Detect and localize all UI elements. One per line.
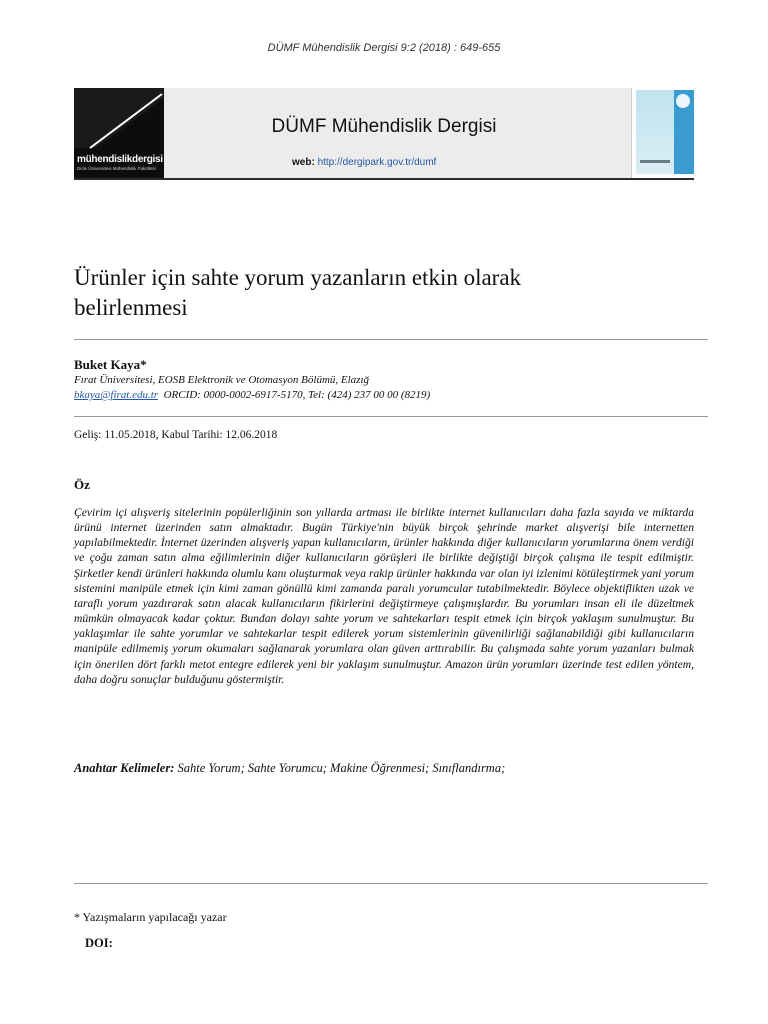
banner-title: DÜMF Mühendislik Dergisi [271,116,497,137]
banner-web [292,157,436,168]
divider [74,339,708,340]
web-label: web: [292,157,315,168]
journal-banner [74,88,694,180]
keywords-label: Anahtar Kelimeler: [74,761,175,775]
keywords [74,761,505,776]
doi-label: DOI: [85,936,113,950]
author-contact [74,389,430,401]
submission-dates: Geliş: 11.05.2018, Kabul Tarihi: 12.06.2018 [74,429,278,441]
journal-cover-thumbnail [631,88,695,178]
corresponding-author-note: * Yazışmaların yapılacağı yazar [74,910,227,924]
divider [74,883,708,884]
cover-emblem-icon [676,94,690,108]
abstract-body [74,505,694,687]
author-email-link[interactable]: bkaya@firat.edu.tr [74,389,159,401]
abstract-text: Çevirim içi alışveriş sitelerinin popülerliğinin son yıllarda artması ile birlikte internet kullanıcıları daha fazla sayıda ve miktarda ürünü internet üzerinden satın almaktadır. Bugün Türkiye'nin büyük birçok şehrinde market alışverişi bile internetten yapılabilmektedir. İnternet üzerinden alışveriş yapan kullanıcıların, ürünler hakkında diğer kullanıcıların yorumlarına önem verdiği ve çoğu zaman satın alma eğilimlerinin diğer kullanıcıların görüşleri ile birlikte değiştiği birçok çalışma ile tespit edilmiştir. Şirketler kendi ürünleri hakkında olumlu kanı oluşturmak veya rakip ürünler hakkında var olan iyi izlenimi kötüleştirmek yani yorum sistemini manipüle etmek için kimi zaman gönüllü kimi zamanda paralı yorumcular tutabilmektedir. Böylece objektiflikten uzak ve taraflı yorum yazdırarak satın alacak kullanıcıların fikirlerini değiştirmeye çalışmışlardır. Bu yorumları insan eli ile düzeltmek mümkün olmayacak kadar çoktur. Bundan dolayı sahte yorum ve sahtekarları tespit etmek için birçok yaklaşım sunulmuştur. Bu yaklaşımlar ile sahte yorumlar ve sahtekarlar tespit edilerek yorum sistemlerinin güvenilirliği sağlanabildiği gibi kullanıcıların manipüle edilmemiş yorum okumaları sağlanarak yorumlara olan güven arttırabilir. Bu çalışmada sahte yorum yazanları bulmak için önerilen dört farklı metot entegre edilerek yeni bir yaklaşım sunulmuştur. Amazon ürün yorumları üzerinde test edilen yöntem, daha doğru sonuçlar bulduğunu göstermiştir. [74,506,694,686]
abstract-heading: Öz [74,477,90,492]
keywords-list: Sahte Yorum; Sahte Yorumcu; Makine Öğrenmesi; Sınıflandırma; [177,761,506,775]
author-name: Buket Kaya* [74,357,147,372]
journal-citation: DÜMF Mühendislik Dergisi 9:2 (2018) : 649-655 [267,42,501,54]
author-orcid-phone: ORCID: 0000-0002-6917-5170, Tel: (424) 237 00 00 (8219) [163,389,431,401]
logo-wordmark: mühendislikdergisi [77,154,163,165]
paper-title: Ürünler için sahte yorum yazanların etkin olarak belirlenmesi [74,265,522,320]
journal-logo [74,88,164,178]
logo-subtitle: Dicle Üniversitesi Mühendislik Fakültesi [77,166,156,171]
divider [74,416,708,417]
author-affiliation: Fırat Üniversitesi, EOSB Elektronik ve Otomasyon Bölümü, Elazığ [74,374,370,386]
web-url-link[interactable]: http://dergipark.gov.tr/dumf [317,157,437,168]
